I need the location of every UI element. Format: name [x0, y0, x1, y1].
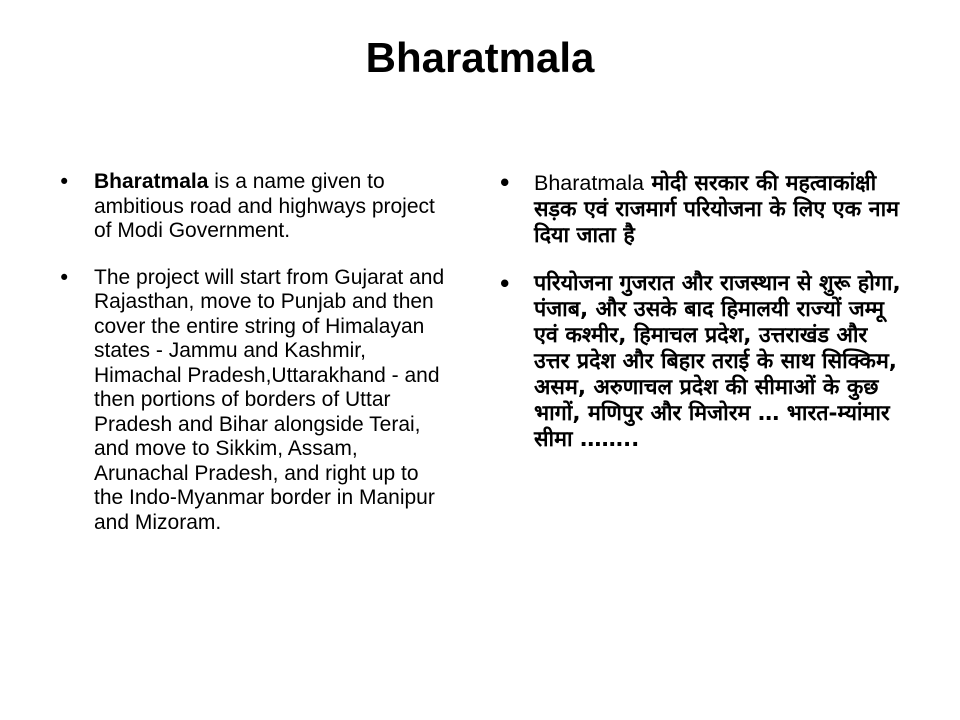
bullet-text: परियोजना गुजरात और राजस्थान से शुरू होगा, पंजाब, और उसके बाद हिमालयी राज्यों जम्मू एवं कश्मीर, हिमाचल प्रदेश, उत्तराखंड और उत्तर प्रदेश और बिहार तराई के साथ सिक्किम, असम, अरुणाचल प्रदेश की सीमाओं के कुछ भागों, मणिपुर और मिजोरम … भारत-म्यांमार सीमा …….. — [534, 271, 901, 452]
bullet-icon: • — [498, 171, 512, 195]
bullet-text: is a name given to ambitious road and highways project of Modi Government. — [94, 170, 435, 242]
slide-title: Bharatmala — [365, 34, 595, 81]
english-bullet-list — [58, 170, 448, 557]
bold-lead-text: Bharatmala — [94, 170, 209, 193]
bullet-icon: • — [498, 272, 512, 296]
bullet-text: The project will start from Gujarat and Rajasthan, move to Punjab and then cover the entire string of Himalayan states - Jammu and Kashmir, Himachal Pradesh,Uttarakhand - and then portions of borders of Uttar Pradesh and Bihar alongside Terai, and move to Sikkim, Assam, Arunachal Pradesh, and right up to the Indo-Myanmar border in Manipur and Mizoram. — [94, 265, 445, 534]
hindi-bullet-item-2 — [498, 271, 910, 453]
bullet-icon: • — [58, 265, 71, 290]
english-bullet-item-2 — [58, 266, 448, 536]
bullet-icon: • — [58, 170, 71, 194]
bullet-text: मोदी सरकार की महत्वाकांक्षी सड़क एवं राजमार्ग परियोजना के लिए एक नाम दिया जाता है — [534, 171, 900, 248]
hindi-bullet-list — [498, 170, 910, 475]
hindi-bullet-item-1 — [498, 170, 910, 249]
latin-lead-text: Bharatmala — [534, 171, 644, 195]
english-bullet-item-1 — [58, 170, 448, 244]
